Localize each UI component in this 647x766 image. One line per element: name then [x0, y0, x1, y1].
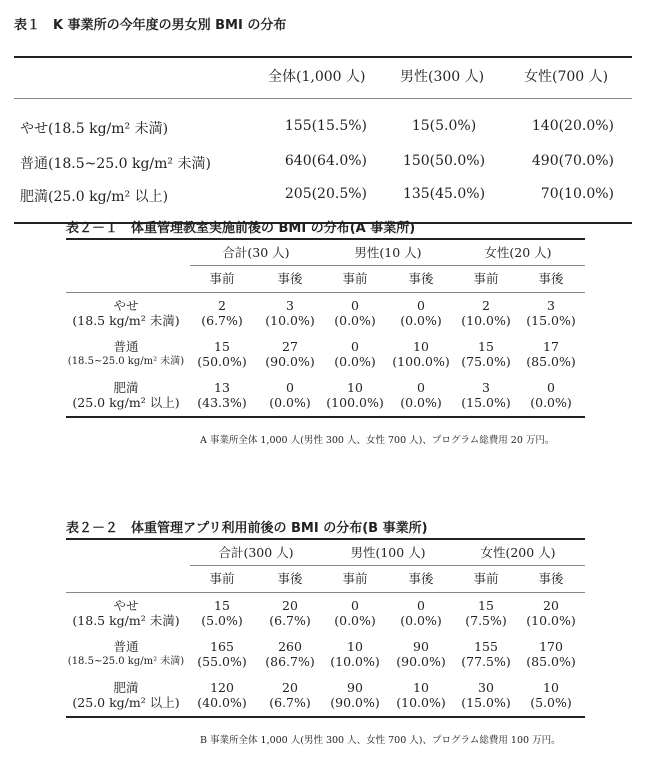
group-header-rule [190, 565, 585, 566]
cell-percent: (100.0%) [326, 395, 384, 410]
row-label: 肥満 [113, 680, 139, 695]
cell-count: 2 [482, 298, 490, 313]
cell-percent: (0.0%) [400, 313, 442, 328]
cell-percent: (50.0%) [197, 354, 247, 369]
cell-percent: (10.0%) [265, 313, 315, 328]
table1-cell: 155(15.5%) [284, 118, 367, 134]
table1-column-header: 男性(300 人) [400, 69, 485, 85]
cell-percent: (0.0%) [334, 354, 376, 369]
subheader: 事前 [473, 271, 499, 286]
cell-count: 15 [214, 339, 230, 354]
cell-percent: (15.0%) [526, 313, 576, 328]
cell-percent: (0.0%) [400, 613, 442, 628]
subheader: 事後 [538, 271, 564, 286]
subheader: 事後 [277, 271, 303, 286]
subheader: 事後 [408, 271, 434, 286]
table-bottom-rule [66, 716, 585, 718]
table1-cell: 15(5.0%) [411, 118, 477, 134]
cell-percent: (0.0%) [334, 613, 376, 628]
cell-count: 10 [347, 639, 363, 654]
cell-count: 0 [417, 380, 425, 395]
row-label: やせ [113, 598, 139, 613]
cell-percent: (75.0%) [461, 354, 511, 369]
cell-count: 10 [543, 680, 559, 695]
row-sublabel: (18.5 kg/m² 未満) [72, 313, 180, 328]
cell-count: 15 [478, 598, 494, 613]
cell-percent: (7.5%) [465, 613, 507, 628]
cell-percent: (0.0%) [334, 313, 376, 328]
table1-top-rule [14, 56, 632, 58]
table1-column-header: 全体(1,000 人) [268, 69, 366, 85]
cell-count: 0 [351, 598, 359, 613]
cell-count: 165 [210, 639, 234, 654]
cell-count: 120 [210, 680, 234, 695]
cell-count: 13 [214, 380, 230, 395]
cell-percent: (85.0%) [526, 354, 576, 369]
cell-count: 3 [547, 298, 555, 313]
table1-cell: 640(64.0%) [284, 153, 367, 169]
group-header: 合計(300 人) [218, 545, 294, 560]
cell-percent: (10.0%) [526, 613, 576, 628]
table-note: B 事業所全体 1,000 人(男性 300 人、女性 700 人)、プログラム総費用 100 万円。 [200, 735, 561, 746]
cell-percent: (15.0%) [461, 395, 511, 410]
row-sublabel: (25.0 kg/m² 以上) [72, 395, 180, 410]
cell-percent: (77.5%) [461, 654, 511, 669]
cell-count: 155 [474, 639, 498, 654]
cell-count: 0 [417, 598, 425, 613]
table-bottom-rule [66, 416, 585, 418]
table1-cell: 140(20.0%) [531, 118, 614, 134]
cell-percent: (86.7%) [265, 654, 315, 669]
table1-cell: 205(20.5%) [284, 186, 367, 202]
cell-percent: (10.0%) [396, 695, 446, 710]
row-label: 肥満 [113, 380, 139, 395]
table-top-rule [66, 538, 585, 540]
cell-count: 15 [214, 598, 230, 613]
cell-percent: (5.0%) [201, 613, 243, 628]
cell-count: 0 [286, 380, 294, 395]
subheader-rule [66, 592, 585, 593]
cell-percent: (85.0%) [526, 654, 576, 669]
group-header: 女性(20 人) [484, 245, 552, 260]
cell-count: 0 [417, 298, 425, 313]
cell-percent: (40.0%) [197, 695, 247, 710]
subheader: 事前 [209, 571, 235, 586]
cell-count: 30 [478, 680, 494, 695]
cell-percent: (43.3%) [197, 395, 247, 410]
subheader: 事後 [408, 571, 434, 586]
cell-count: 20 [543, 598, 559, 613]
table1-cell: 135(45.0%) [402, 186, 486, 202]
cell-count: 15 [478, 339, 494, 354]
cell-percent: (0.0%) [269, 395, 311, 410]
group-header: 合計(30 人) [222, 245, 290, 260]
cell-percent: (90.0%) [330, 695, 380, 710]
row-sublabel: (25.0 kg/m² 以上) [72, 695, 180, 710]
cell-count: 10 [347, 380, 363, 395]
row-sublabel: (18.5 kg/m² 未満) [72, 613, 180, 628]
table2-1-title: 表２－１ 体重管理教室実施前後の BMI の分布(A 事業所) [66, 221, 416, 236]
cell-percent: (6.7%) [269, 695, 311, 710]
cell-count: 2 [218, 298, 226, 313]
cell-count: 0 [351, 298, 359, 313]
table1-cell: 70(10.0%) [540, 186, 614, 202]
group-header: 女性(200 人) [480, 545, 556, 560]
table-top-rule [66, 238, 585, 240]
cell-count: 260 [278, 639, 302, 654]
cell-count: 0 [351, 339, 359, 354]
cell-percent: (0.0%) [400, 395, 442, 410]
cell-count: 17 [543, 339, 559, 354]
cell-percent: (15.0%) [461, 695, 511, 710]
cell-percent: (55.0%) [197, 654, 247, 669]
cell-percent: (90.0%) [396, 654, 446, 669]
row-sublabel: (18.5~25.0 kg/m² 未満) [67, 356, 185, 367]
table1-row-label: 普通(18.5~25.0 kg/m² 未満) [20, 156, 211, 172]
cell-count: 10 [413, 339, 429, 354]
subheader: 事後 [277, 571, 303, 586]
cell-count: 3 [286, 298, 294, 313]
cell-percent: (90.0%) [265, 354, 315, 369]
group-header: 男性(10 人) [354, 245, 422, 260]
cell-count: 27 [282, 339, 298, 354]
group-header: 男性(100 人) [350, 545, 426, 560]
cell-count: 20 [282, 680, 298, 695]
cell-count: 20 [282, 598, 298, 613]
cell-percent: (6.7%) [269, 613, 311, 628]
cell-percent: (10.0%) [330, 654, 380, 669]
cell-percent: (100.0%) [392, 354, 450, 369]
table1-row-label: やせ(18.5 kg/m² 未満) [20, 121, 169, 137]
cell-count: 170 [539, 639, 563, 654]
table1-header-rule [14, 98, 632, 99]
subheader: 事前 [209, 271, 235, 286]
row-sublabel: (18.5~25.0 kg/m² 未満) [67, 656, 185, 667]
subheader: 事前 [473, 571, 499, 586]
row-label: 普通 [113, 339, 139, 354]
table1-column-header: 女性(700 人) [524, 69, 609, 85]
cell-count: 10 [413, 680, 429, 695]
table-note: A 事業所全体 1,000 人(男性 300 人、女性 700 人)、プログラム総費用 20 万円。 [200, 435, 555, 446]
cell-percent: (0.0%) [530, 395, 572, 410]
row-label: 普通 [113, 639, 139, 654]
table2-2-title: 表２－２ 体重管理アプリ利用前後の BMI の分布(B 事業所) [66, 521, 428, 536]
table1-cell: 150(50.0%) [402, 153, 486, 169]
cell-count: 0 [547, 380, 555, 395]
table1-cell: 490(70.0%) [531, 153, 614, 169]
cell-count: 90 [347, 680, 363, 695]
table1-title: 表１ K 事業所の今年度の男女別 BMI の分布 [14, 18, 287, 33]
table1-row-label: 肥満(25.0 kg/m² 以上) [20, 189, 169, 205]
subheader-rule [66, 292, 585, 293]
subheader: 事前 [342, 271, 368, 286]
cell-count: 90 [413, 639, 429, 654]
subheader: 事前 [342, 571, 368, 586]
cell-percent: (6.7%) [201, 313, 243, 328]
row-label: やせ [113, 298, 139, 313]
cell-count: 3 [482, 380, 490, 395]
subheader: 事後 [538, 571, 564, 586]
cell-percent: (10.0%) [461, 313, 511, 328]
cell-percent: (5.0%) [530, 695, 572, 710]
group-header-rule [190, 265, 585, 266]
